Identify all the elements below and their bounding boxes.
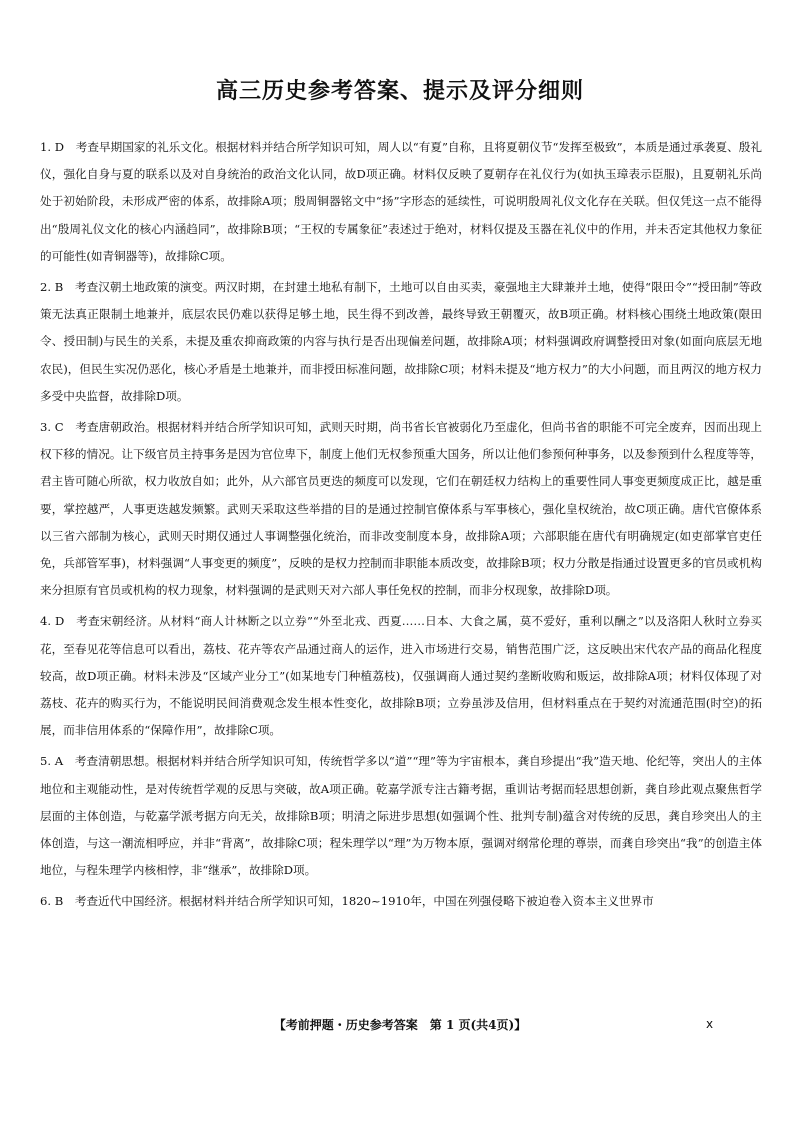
answer-item-4: 4. D 考查宋朝经济。从材料“商人计林断之以立券”“外至北戎、西夏……日本、大食之属，莫不爱好，重利以酬之”以及洛阳人秋时立券买花，至春见花等信息可以看出，荔枝、花卉等农产品通过商人的运作，进入市场进行交易，销售范围广泛，这反映出宋代农产品的商品化程度较高，故D项正确。材料未涉及“区域产业分工”(如某地专门种植荔枝)，仅强调商人通过契约垄断收购和贩运，故排除A项；材料仅体现了对荔枝、花卉的购买行为，不能说明民间消费观念发生根本性变化，故排除B项；立券虽涉及信用，但材料重点在于契约对流通范围(时空)的拓展，而非信用体系的“保障作用”，故排除C项。 <box>40 614 762 738</box>
answer-item-2: 2. B 考查汉朝土地政策的演变。两汉时期，在封建土地私有制下，土地可以自由买卖，豪强地主大肆兼并土地，使得“限田令”“授田制”等政策无法真正限制土地兼并，底层农民仍难以获得足够土地，民生得不到改善，最终导致王朝覆灭，故B项正确。材料核心围绕土地政策(限田令、授田制)与民生的关系，未提及重农抑商政策的内容与执行是否出现偏差问题，故排除A项；材料强调政府调整授田对象(如面向底层无地农民)，但民生实况仍恶化，核心矛盾是土地兼并，而非授田标准问题，故排除C项；材料未提及“地方权力”的大小问题，而且两汉的地方权力多受中央监督，故排除D项。 <box>40 280 762 403</box>
answer-item-3: 3. C 考查唐朝政治。根据材料并结合所学知识可知，武则天时期，尚书省长官被弱化乃至虚化，但尚书省的职能不可完全废弃，因而出现上权下移的情况。让下级官员主持事务是因为官位卑下，制度上他们无权参预重大国务，所以让他们参预何种事务，以及参预到什么程度等等，君主皆可随心所欲，权力收放自如；此外，从六部官员更迭的频度可以发现，它们在朝廷权力结构上的重要性同人事变更频度成正比，越是重要，掌控越严，人事更迭越发频繁。武则天采取这些举措的目的是通过控制官僚体系与军事核心，强化皇权统治，故C项正确。唐代官僚体系以三省六部制为核心，武则天时期仅通过人事调整强化统治，而非改变制度本身，故排除A项；六部职能在唐代有明确规定(如吏部掌官吏任免，兵部管军事)，材料强调“人事变更的频度”，反映的是权力控制而非职能本质改变，故排除B项；权力分散是指通过设置更多的官员或机构来分担原有官员或机构的权力现象，材料强调的是武则天对六部人事任免权的控制，而非分权现象，故排除D项。 <box>40 420 762 598</box>
answer-item-1: 1. D 考查早期国家的礼乐文化。根据材料并结合所学知识可知，周人以“有夏”自称，且将夏朝仪节“发挥至极致”，本质是通过承袭夏、殷礼仪，强化自身与夏的联系以及对自身统治的政治文化认同，故D项正确。材料仅反映了夏朝存在礼仪行为(如执玉璋表示臣服)，且夏朝礼乐尚处于初始阶段，未形成严密的体系，故排除A项；殷周铜器铭文中“扬”字形态的延续性，可说明殷周礼仪文化存在关联。但仅凭这一点不能得出“殷周礼仪文化的核心内涵趋同”，故排除B项；“王权的专属象征”表述过于绝对，材料仅提及玉器在礼仪中的作用，并未否定其他权力象征的可能性(如青铜器等)，故排除C项。 <box>40 140 762 263</box>
answer-item-6: 6. B 考查近代中国经济。根据材料并结合所学知识可知，1820~1910年，中国在列强侵略下被迫卷入资本主义世界市 <box>40 894 654 909</box>
page-title: 高三历史参考答案、提示及评分细则 <box>215 79 584 104</box>
answer-list <box>40 134 762 920</box>
answer-item-5: 5. A 考查清朝思想。根据材料并结合所学知识可知，传统哲学多以“道”“理”等为宇宙根本，龚自珍提出“我”造天地、伦纪等，突出人的主体地位和主观能动性，是对传统哲学观的反思与突破，故A项正确。乾嘉学派专注古籍考据，重训诂考据而轻思想创新，龚自珍此观点聚焦哲学层面的主体创造，与乾嘉学派考据方向无关，故排除B项；明清之际进步思想(如强调个性、批判专制)蕴含对传统的反思，龚自珍突出人的主体创造，与这一潮流相呼应，并非“背离”，故排除C项；程朱理学以“理”为万物本原，强调对纲常伦理的尊崇，而龚自珍突出“我”的创造主体地位，与程朱理学内核相悖，非“继承”，故排除D项。 <box>40 754 762 878</box>
page-footer: 【考前押题・历史参考答案 第 1 页(共4页)】 <box>273 1018 527 1032</box>
corner-mark: x <box>706 1017 714 1031</box>
